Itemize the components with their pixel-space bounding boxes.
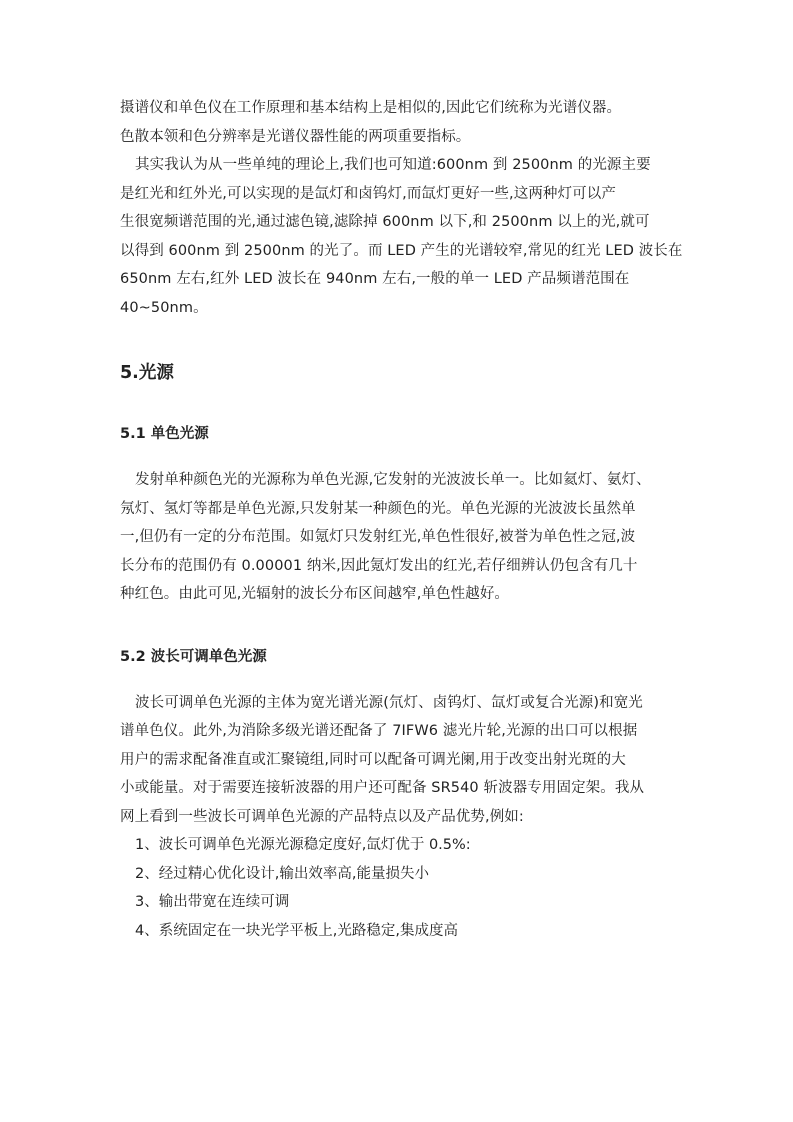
section-heading-light-source: 5.光源 [120,363,174,383]
text-line: 小或能量。对于需要连接斩波器的用户还可配备 SR540 斩波器专用固定架。我从 [120,780,645,796]
subsection-heading-tunable: 5.2 波长可调单色光源 [120,648,267,665]
text-line: 摄谱仪和单色仪在工作原理和基本结构上是相似的,因此它们统称为光谱仪器。 [120,100,622,116]
text-line: 生很宽频谱范围的光,通过滤色镜,滤除掉 600nm 以下,和 2500nm 以上的光,就可 [120,214,650,230]
text-line: 氖灯、氢灯等都是单色光源,只发射某一种颜色的光。单色光源的光波波长虽然单 [120,500,636,517]
text-line: 长分布的范围仍有 0.00001 纳米,因此氪灯发出的红光,若仔细辨认仍包含有几十 [120,557,638,574]
text-line: 用户的需求配备准直或汇聚镜组,同时可以配备可调光阑,用于改变出射光斑的大 [120,751,626,768]
text-line: 种红色。由此可见,光辐射的波长分布区间越窄,单色性越好。 [120,586,510,602]
text-line: 一,但仍有一定的分布范围。如氪灯只发射红光,单色性很好,被誉为单色性之冠,波 [120,529,636,545]
text-line: 其实我认为从一些单纯的理论上,我们也可知道:600nm 到 2500nm 的光源主要 [135,157,651,173]
text-line: 以得到 600nm 到 2500nm 的光了。而 LED 产生的光谱较窄,常见的红光 LED 波长在 [120,242,683,259]
text-line: 40~50nm。 [120,299,208,316]
document-body [120,94,683,945]
text-line: 网上看到一些波长可调单色光源的产品特点以及产品优势,例如: [120,808,524,825]
subsection-heading-monochromatic: 5.1 单色光源 [120,426,209,442]
text-line: 色散本领和色分辨率是光谱仪器性能的两项重要指标。 [120,128,471,145]
feature-list [120,831,680,945]
text-line: 波长可调单色光源的主体为宽光谱光源(氘灯、卤钨灯、氙灯或复合光源)和宽光 [135,694,643,711]
list-item: 2、经过精心优化设计,输出效率高,能量损失小 [135,865,429,882]
tunable-paragraph [120,689,680,832]
list-item: 3、输出带宽在连续可调 [135,894,290,910]
text-line: 是红光和红外光,可以实现的是氙灯和卤钨灯,而氙灯更好一些,这两种灯可以产 [120,185,616,202]
text-line: 发射单种颜色光的光源称为单色光源,它发射的光波波长单一。比如氦灯、氨灯、 [135,472,651,488]
text-line: 650nm 左右,红外 LED 波长在 940nm 左右,一般的单一 LED 产品频谱范围在 [120,271,630,287]
list-item: 4、系统固定在一块光学平板上,光路稳定,集成度高 [135,922,458,939]
intro-paragraph [120,94,680,151]
list-item: 1、波长可调单色光源光源稳定度好,氙灯优于 0.5%: [135,837,471,853]
text-line: 谱单色仪。此外,为消除多级光谱还配备了 7IFW6 滤光片轮,光源的出口可以根据 [120,723,638,739]
spectrum-paragraph [120,151,683,322]
monochromatic-paragraph [120,466,680,609]
